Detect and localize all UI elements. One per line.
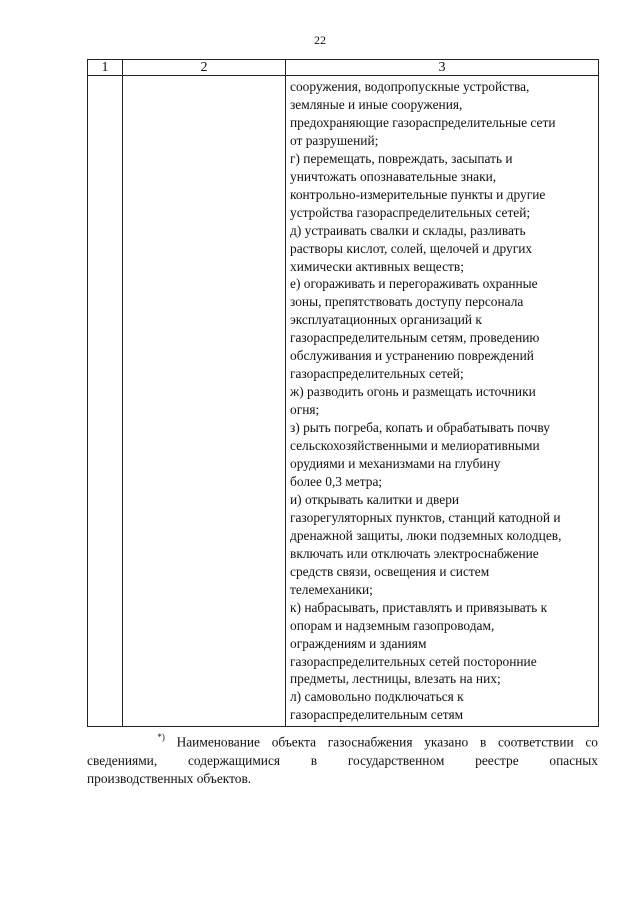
- text-line: газораспределительных сетей;: [290, 366, 464, 382]
- text-line: к) набрасывать, приставлять и привязывать к: [290, 599, 548, 615]
- text-line: г) перемещать, повреждать, засыпать и: [290, 150, 513, 166]
- column-header-1: 1: [88, 60, 123, 76]
- text-line: устройства газораспределительных сетей;: [290, 204, 531, 220]
- text-line: сельскохозяйственными и мелиоративными: [290, 438, 540, 454]
- footnote-line: сведениями, содержащимися в государственном реестре опасных: [87, 752, 598, 768]
- text-line: огня;: [290, 402, 320, 418]
- footnote-line: [87, 729, 598, 752]
- table-cell-col2: [123, 76, 286, 727]
- text-line: сооружения, водопропускные устройства,: [290, 79, 530, 94]
- text-line: химически активных веществ;: [290, 258, 464, 274]
- text-line: предохраняющие газораспределительные сети: [290, 114, 556, 130]
- text-line: и) открывать калитки и двери: [290, 491, 460, 507]
- text-line: растворы кислот, солей, щелочей и других: [290, 240, 533, 256]
- footnote-line: производственных объектов.: [87, 771, 252, 787]
- text-line: от разрушений;: [290, 132, 379, 148]
- text-line: средств связи, освещения и систем: [290, 563, 490, 579]
- text-line: предметы, лестницы, влезать на них;: [290, 671, 501, 687]
- text-line: уничтожать опознавательные знаки,: [290, 168, 497, 184]
- text-line: газораспределительных сетей посторонние: [290, 653, 537, 669]
- text-line: е) огораживать и перегораживать охранные: [290, 276, 538, 292]
- text-line: з) рыть погреба, копать и обрабатывать почву: [290, 420, 550, 436]
- document-table: [87, 59, 599, 727]
- text-line: д) устраивать свалки и склады, разливать: [290, 222, 526, 238]
- text-line: земляные и иные сооружения,: [290, 96, 463, 112]
- text-line: более 0,3 метра;: [290, 473, 383, 489]
- text-line: эксплуатационных организаций к: [290, 312, 482, 328]
- text-line: контрольно-измерительные пункты и другие: [290, 186, 546, 202]
- text-line: л) самовольно подключаться к: [290, 689, 464, 705]
- text-line: орудиями и механизмами на глубину: [290, 456, 501, 472]
- text-line: зоны, препятствовать доступу персонала: [290, 294, 524, 310]
- text-line: газораспределительным сетям: [290, 707, 464, 723]
- text-line: газораспределительным сетям, проведению: [290, 330, 540, 346]
- table-row: [88, 76, 599, 727]
- footnote: [87, 729, 598, 789]
- text-line: опорам и надземным газопроводам,: [290, 617, 495, 633]
- table-cell-col1: [88, 76, 123, 727]
- text-line: ограждениям и зданиям: [290, 635, 427, 651]
- table-header-row: [88, 60, 599, 76]
- text-line: газорегуляторных пунктов, станций катодной и: [290, 509, 561, 525]
- table-cell-col3: [286, 76, 599, 727]
- footnote-text: Наименование объекта газоснабжения указано в соответствии со: [176, 734, 599, 750]
- text-line: ж) разводить огонь и размещать источники: [290, 384, 536, 400]
- footnote-marker: *): [157, 732, 165, 742]
- column-header-3: 3: [286, 60, 599, 76]
- text-line: телемеханики;: [290, 581, 373, 597]
- page-number: 22: [314, 33, 326, 47]
- column-header-2: 2: [123, 60, 286, 76]
- text-line: дренажной защиты, люки подземных колодцев,: [290, 527, 562, 543]
- text-line: включать или отключать электроснабжение: [290, 545, 539, 561]
- text-line: обслуживания и устранению повреждений: [290, 348, 534, 364]
